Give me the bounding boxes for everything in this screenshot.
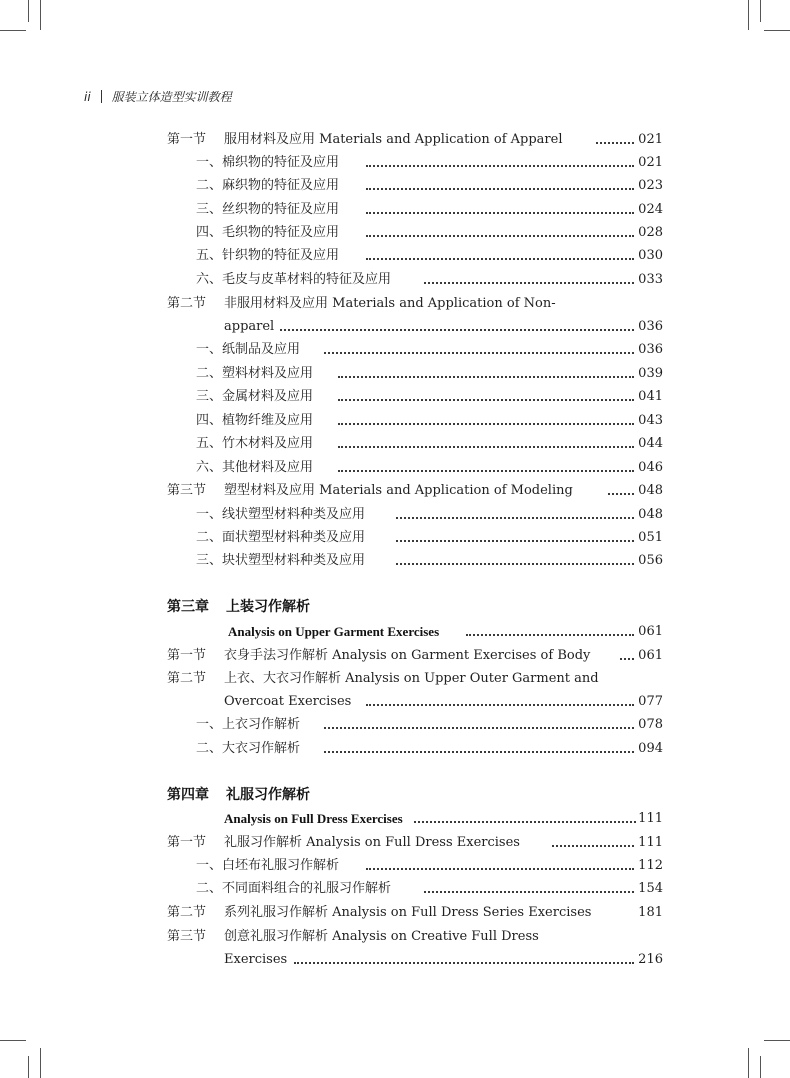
section-label: 第二节 xyxy=(167,905,207,920)
leader-dots xyxy=(620,658,634,660)
page-ref: 181 xyxy=(638,905,663,920)
page-ref: 023 xyxy=(638,178,663,193)
subsection-title: 四、植物纤维及应用 xyxy=(196,413,314,428)
section-title: 塑型材料及应用 Materials and Application of Modeling xyxy=(224,483,573,498)
section-title: 系列礼服习作解析 Analysis on Full Dress Series Exercises xyxy=(224,905,592,920)
toc-entry-subsection xyxy=(0,363,790,385)
subsection-title: 一、上衣习作解析 xyxy=(196,717,301,732)
page-ref: 111 xyxy=(638,835,663,850)
toc-entry-subsection xyxy=(0,433,790,455)
section-title: 创意礼服习作解析 Analysis on Creative Full Dress xyxy=(224,929,539,944)
page-ref: 216 xyxy=(638,952,663,967)
page-ref: 036 xyxy=(638,342,663,357)
toc-entry-chapter xyxy=(0,597,790,619)
page-ref: 028 xyxy=(638,225,663,240)
leader-dots xyxy=(366,704,634,706)
toc-entry-subsection xyxy=(0,457,790,479)
toc-entry-subsection xyxy=(0,339,790,361)
toc-entry-section xyxy=(0,902,790,924)
page-ref: 051 xyxy=(638,530,663,545)
subsection-title: 三、丝织物的特征及应用 xyxy=(196,202,340,217)
toc-entry-subsection xyxy=(0,175,790,197)
toc-entry-section xyxy=(0,926,790,948)
leader-dots xyxy=(396,563,634,565)
page-ref: 077 xyxy=(638,694,663,709)
page-ref: 078 xyxy=(638,717,663,732)
toc-entry-subsection xyxy=(0,550,790,572)
section-title-continued: Exercises xyxy=(224,952,288,967)
section-label: 第二节 xyxy=(167,296,207,311)
section-title-continued: apparel xyxy=(224,319,275,334)
subsection-title: 四、毛织物的特征及应用 xyxy=(196,225,340,240)
leader-dots xyxy=(324,727,634,729)
subsection-title: 二、麻织物的特征及应用 xyxy=(196,178,340,193)
chapter-subtitle: Analysis on Full Dress Exercises xyxy=(224,811,403,826)
toc-entry-subsection xyxy=(0,269,790,291)
subsection-title: 六、其他材料及应用 xyxy=(196,460,314,475)
toc-entry-section-continuation xyxy=(0,949,790,971)
subsection-title: 五、竹木材料及应用 xyxy=(196,436,314,451)
page-ref: 044 xyxy=(638,436,663,451)
section-title: 非服用材料及应用 Materials and Application of Non- xyxy=(224,296,556,311)
subsection-title: 一、棉织物的特征及应用 xyxy=(196,155,340,170)
toc-entry-subsection xyxy=(0,504,790,526)
leader-dots xyxy=(552,845,634,847)
leader-dots xyxy=(280,329,634,331)
subsection-title: 三、块状塑型材料种类及应用 xyxy=(196,553,366,568)
toc-entry-subsection xyxy=(0,855,790,877)
subsection-title: 二、不同面料组合的礼服习作解析 xyxy=(196,881,392,896)
page-ref: 030 xyxy=(638,248,663,263)
leader-dots xyxy=(338,399,634,401)
toc-entry-section xyxy=(0,480,790,502)
chapter-title: 礼服习作解析 xyxy=(226,788,310,803)
page-ref: 111 xyxy=(638,811,663,826)
leader-dots xyxy=(424,282,634,284)
toc-entry-subsection xyxy=(0,410,790,432)
toc-entry-section-continuation xyxy=(0,316,790,338)
section-label: 第一节 xyxy=(167,648,207,663)
leader-dots xyxy=(294,962,634,964)
toc-entry-subsection xyxy=(0,222,790,244)
leader-dots xyxy=(414,821,636,823)
toc-entry-chapter-subtitle xyxy=(0,808,790,830)
toc-entry-subsection xyxy=(0,527,790,549)
subsection-title: 一、纸制品及应用 xyxy=(196,342,301,357)
toc-entry-section xyxy=(0,129,790,151)
leader-dots xyxy=(366,165,634,167)
toc-entry-subsection xyxy=(0,199,790,221)
section-title: 礼服习作解析 Analysis on Full Dress Exercises xyxy=(224,835,520,850)
section-title: 上衣、大衣习作解析 Analysis on Upper Outer Garment and xyxy=(224,671,599,686)
chapter-label: 第四章 xyxy=(167,788,209,803)
toc-entry-subsection xyxy=(0,738,790,760)
toc-entry-subsection xyxy=(0,152,790,174)
chapter-subtitle: Analysis on Upper Garment Exercises xyxy=(228,624,440,639)
subsection-title: 三、金属材料及应用 xyxy=(196,389,314,404)
subsection-title: 一、线状塑型材料种类及应用 xyxy=(196,507,366,522)
leader-dots xyxy=(366,235,634,237)
toc-entry-section-continuation xyxy=(0,691,790,713)
leader-dots xyxy=(338,470,634,472)
toc-entry-subsection xyxy=(0,878,790,900)
page-ref: 154 xyxy=(638,881,663,896)
page-ref: 061 xyxy=(638,624,663,639)
chapter-label: 第三章 xyxy=(167,600,209,615)
leader-dots xyxy=(424,891,634,893)
leader-dots xyxy=(366,212,634,214)
subsection-title: 一、白坯布礼服习作解析 xyxy=(196,858,340,873)
toc-entry-chapter-subtitle xyxy=(0,621,790,643)
page-ref: 112 xyxy=(638,858,663,873)
leader-dots xyxy=(366,258,634,260)
section-title: 服用材料及应用 Materials and Application of Apparel xyxy=(224,132,563,147)
chapter-title: 上装习作解析 xyxy=(226,600,310,615)
page-ref: 041 xyxy=(638,389,663,404)
section-label: 第一节 xyxy=(167,835,207,850)
toc-entry-subsection xyxy=(0,386,790,408)
leader-dots xyxy=(608,493,634,495)
page-ref: 024 xyxy=(638,202,663,217)
page-ref: 046 xyxy=(638,460,663,475)
leader-dots xyxy=(366,868,634,870)
leader-dots xyxy=(596,142,634,144)
section-label: 第二节 xyxy=(167,671,207,686)
leader-dots xyxy=(338,376,634,378)
toc-entry-subsection xyxy=(0,245,790,267)
section-title-continued: Overcoat Exercises xyxy=(224,694,352,709)
section-label: 第三节 xyxy=(167,483,207,498)
leader-dots xyxy=(324,352,634,354)
page-ref: 094 xyxy=(638,741,663,756)
subsection-title: 六、毛皮与皮革材料的特征及应用 xyxy=(196,272,392,287)
toc-entry-section xyxy=(0,645,790,667)
subsection-title: 五、针织物的特征及应用 xyxy=(196,248,340,263)
page-ref: 021 xyxy=(638,155,663,170)
page-ref: 048 xyxy=(638,507,663,522)
toc-entry-section xyxy=(0,293,790,315)
page-ref: 036 xyxy=(638,319,663,334)
page-ref: 043 xyxy=(638,413,663,428)
section-label: 第一节 xyxy=(167,132,207,147)
toc-entry-section xyxy=(0,668,790,690)
leader-dots xyxy=(466,634,634,636)
page-ref: 039 xyxy=(638,366,663,381)
leader-dots xyxy=(396,540,634,542)
toc-entry-section xyxy=(0,832,790,854)
leader-dots xyxy=(366,188,634,190)
page-number: ii xyxy=(84,90,91,104)
leader-dots xyxy=(396,517,634,519)
section-label: 第三节 xyxy=(167,929,207,944)
page-ref: 056 xyxy=(638,553,663,568)
book-title: 服装立体造型实训教程 xyxy=(111,90,232,104)
leader-dots xyxy=(338,423,634,425)
section-title: 衣身手法习作解析 Analysis on Garment Exercises of Body xyxy=(224,648,591,663)
toc-entry-chapter xyxy=(0,785,790,807)
page-ref: 021 xyxy=(638,132,663,147)
leader-dots xyxy=(324,751,634,753)
leader-dots xyxy=(338,446,634,448)
page-ref: 033 xyxy=(638,272,663,287)
subsection-title: 二、大衣习作解析 xyxy=(196,741,301,756)
page-ref: 061 xyxy=(638,648,663,663)
subsection-title: 二、塑料材料及应用 xyxy=(196,366,314,381)
page-ref: 048 xyxy=(638,483,663,498)
toc-entry-subsection xyxy=(0,714,790,736)
subsection-title: 二、面状塑型材料种类及应用 xyxy=(196,530,366,545)
